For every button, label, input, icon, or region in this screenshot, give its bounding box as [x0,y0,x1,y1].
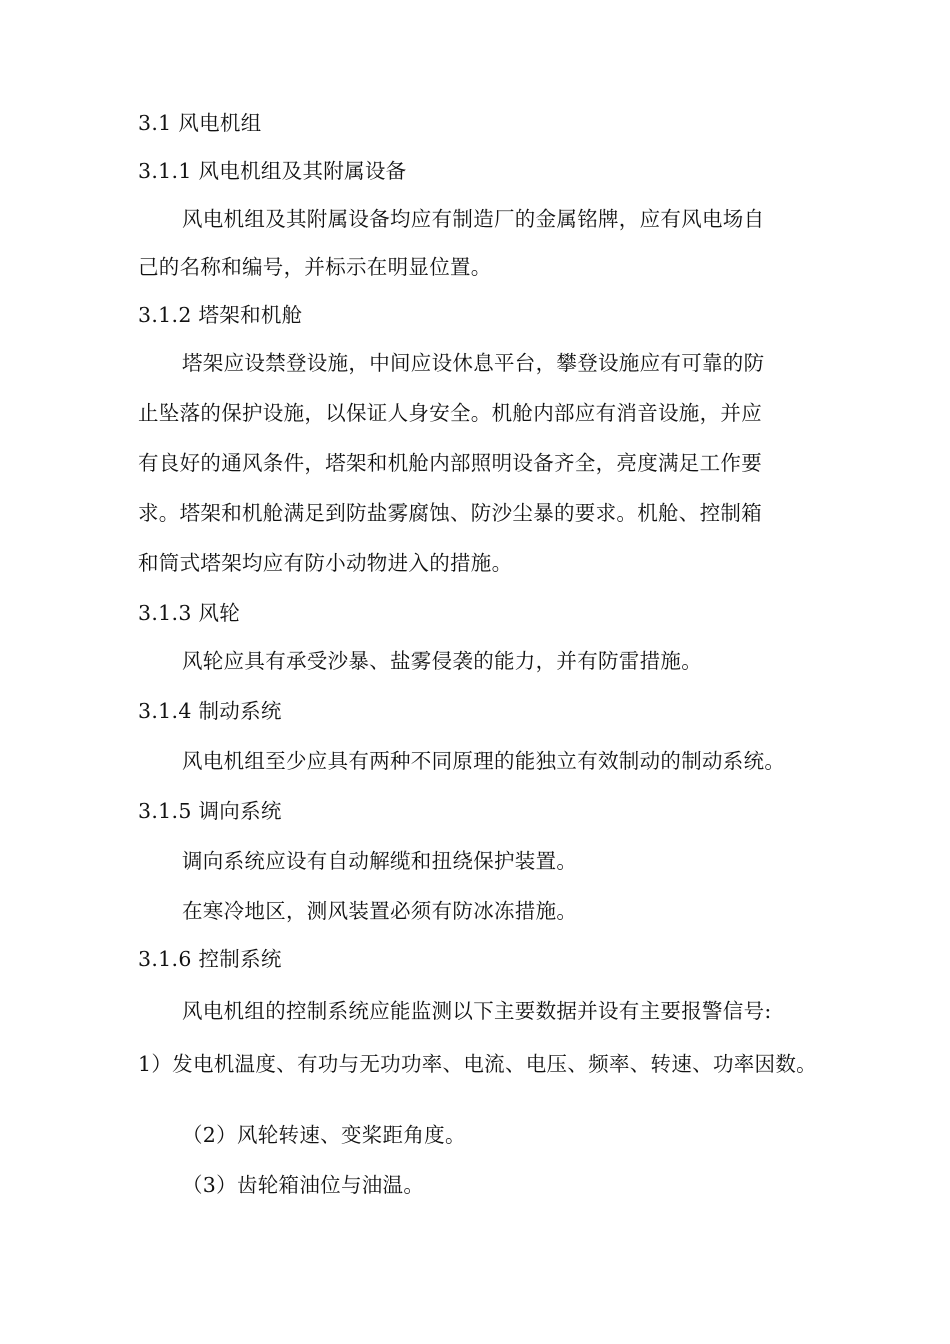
paragraph-line: 在寒冷地区，测风装置必须有防冰冻措施。 [182,899,578,923]
section-heading-3-1: 3.1 风电机组 [138,111,262,135]
subsection-heading-3-1-5: 3.1.5 调向系统 [138,799,282,823]
paragraph-line: 己的名称和编号，并标示在明显位置。 [138,255,492,279]
paragraph-line: 风电机组至少应具有两种不同原理的能独立有效制动的制动系统。 [182,749,786,773]
subsection-heading-3-1-6: 3.1.6 控制系统 [138,947,282,971]
paragraph-line: 风轮应具有承受沙暴、盐雾侵袭的能力，并有防雷措施。 [182,649,702,673]
list-item-1: 1）发电机温度、有功与无功功率、电流、电压、频率、转速、功率因数。 [138,1052,817,1076]
paragraph-line: 止坠落的保护设施，以保证人身安全。机舱内部应有消音设施，并应 [138,401,762,425]
paragraph-line: 调向系统应设有自动解缆和扭绕保护装置。 [182,849,578,873]
subsection-heading-3-1-4: 3.1.4 制动系统 [138,699,282,723]
subsection-heading-3-1-1: 3.1.1 风电机组及其附属设备 [138,159,407,183]
subsection-heading-3-1-3: 3.1.3 风轮 [138,601,241,625]
paragraph-line: 和筒式塔架均应有防小动物进入的措施。 [138,551,513,575]
paragraph-line: 有良好的通风条件，塔架和机舱内部照明设备齐全，亮度满足工作要 [138,451,762,475]
paragraph-line: 求。塔架和机舱满足到防盐雾腐蚀、防沙尘暴的要求。机舱、控制箱 [138,501,762,525]
list-item-3: （3）齿轮箱油位与油温。 [182,1173,425,1197]
paragraph-line: 塔架应设禁登设施，中间应设休息平台，攀登设施应有可靠的防 [182,351,765,375]
list-item-2: （2）风轮转速、变桨距角度。 [182,1123,466,1147]
paragraph-line: 风电机组及其附属设备均应有制造厂的金属铭牌，应有风电场自 [182,207,765,231]
paragraph-line: 风电机组的控制系统应能监测以下主要数据并设有主要报警信号: [182,999,772,1023]
subsection-heading-3-1-2: 3.1.2 塔架和机舱 [138,303,303,327]
